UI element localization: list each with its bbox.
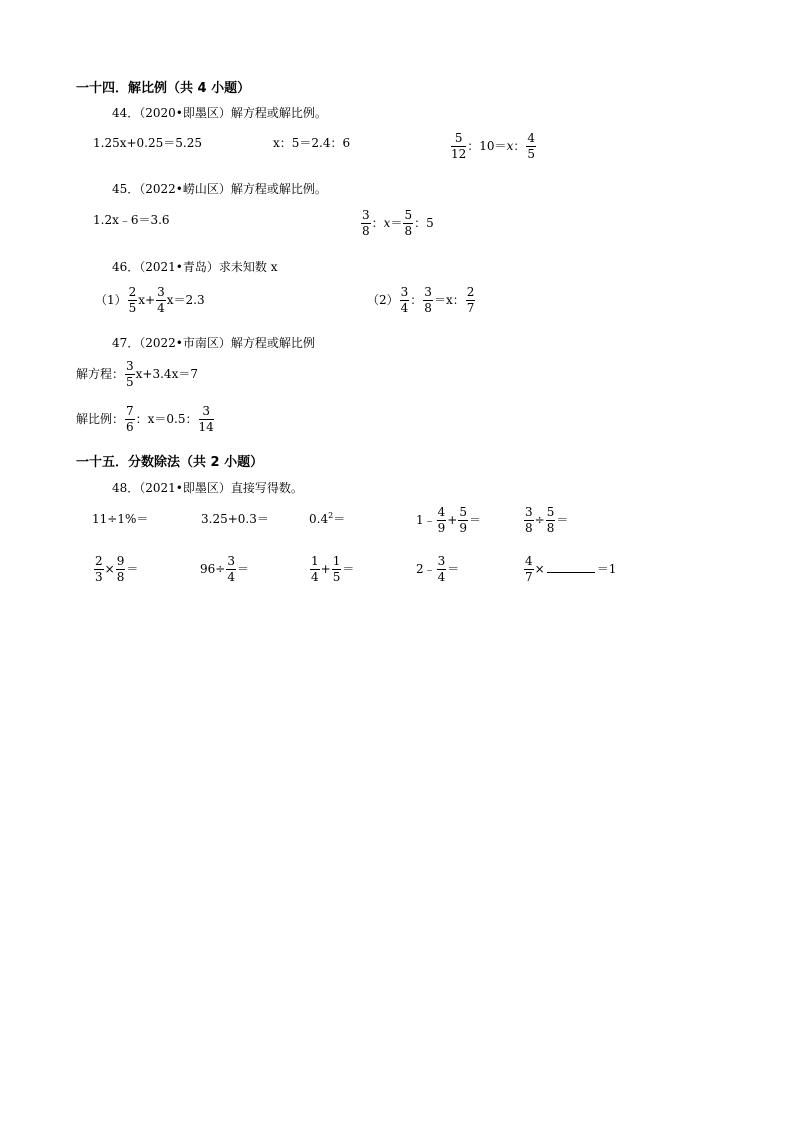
- fraction: $\frac{1}{4}$: [311, 554, 319, 584]
- fraction: $\frac{9}{8}$: [116, 554, 125, 584]
- question-46-header: 46．（2021•青岛）求未知数 x: [112, 260, 278, 274]
- fraction: $\frac{1}{5}$: [332, 554, 341, 584]
- q47-equation: 解方程： $\frac{3}{5}$ x+3.4x＝7: [76, 359, 198, 389]
- question-48-header: 48．（2021•即墨区）直接写得数。: [112, 481, 303, 495]
- fraction: $\frac{4}{7}$: [525, 554, 533, 584]
- q48-item-4: 1﹣ $\frac{4}{9}$ + $\frac{5}{9}$ ＝: [416, 505, 481, 535]
- q48-item-6: $\frac{2}{3}$ × $\frac{9}{8}$ ＝: [95, 554, 139, 584]
- q48-item-2: 3.25+0.3＝: [201, 512, 269, 526]
- fraction: $\frac{3}{8}$: [424, 285, 432, 315]
- fraction: $\frac{5}{12}$: [451, 131, 467, 161]
- section-title-14: 一十四．解比例（共 4 小题）: [76, 81, 251, 96]
- q48-item-5: $\frac{3}{8}$ ÷ $\frac{5}{8}$ ＝: [525, 505, 569, 535]
- fraction: $\frac{7}{6}$: [126, 404, 134, 434]
- fraction: $\frac{3}{4}$: [227, 554, 235, 584]
- fraction: $\frac{2}{5}$: [128, 285, 137, 315]
- q48-item-8: $\frac{1}{4}$ + $\frac{1}{5}$ ＝: [311, 554, 355, 584]
- q48-item-10: $\frac{4}{7}$ × ＝1: [525, 554, 617, 584]
- q44-equation-1: 1.25x+0.25＝5.25: [93, 136, 202, 150]
- q47-proportion: 解比例： $\frac{7}{6}$ ：x＝0.5： $\frac{3}{14}$: [76, 404, 214, 434]
- section-title-15: 一十五．分数除法（共 2 小题）: [76, 455, 264, 470]
- fraction: $\frac{5}{9}$: [459, 505, 467, 535]
- fraction: $\frac{2}{7}$: [466, 285, 475, 315]
- fraction: $\frac{3}{4}$: [157, 285, 165, 315]
- fraction: $\frac{3}{14}$: [198, 404, 214, 434]
- fraction: $\frac{4}{9}$: [437, 505, 446, 535]
- q48-item-9: 2﹣ $\frac{3}{4}$ ＝: [416, 554, 460, 584]
- question-45-header: 45．（2022•崂山区）解方程或解比例。: [112, 182, 327, 196]
- fraction: $\frac{3}{4}$: [400, 285, 409, 315]
- q44-equation-2: x：5＝2.4：6: [273, 136, 351, 150]
- fraction: $\frac{3}{8}$: [362, 208, 370, 238]
- q45-equation-2: $\frac{3}{8}$ ：x＝ $\frac{5}{8}$ ：5: [362, 208, 434, 238]
- fraction: $\frac{3}{5}$: [126, 359, 134, 389]
- fraction: $\frac{4}{5}$: [527, 131, 535, 161]
- fraction: $\frac{5}{8}$: [404, 208, 413, 238]
- q46-part-2: （2） $\frac{3}{4}$ ： $\frac{3}{8}$ ＝x： $\frac{2}{7}$: [367, 285, 475, 315]
- fraction: $\frac{2}{3}$: [95, 554, 103, 584]
- q45-equation-1: 1.2x﹣6＝3.6: [93, 213, 170, 227]
- q48-item-3: $0.4^2=$: [309, 511, 346, 526]
- question-47-header: 47．（2022•市南区）解方程或解比例: [112, 336, 315, 350]
- q48-item-1: 11÷1%＝: [92, 512, 149, 526]
- q44-equation-3: $\frac{5}{12}$ ：10＝x： $\frac{4}{5}$: [451, 131, 535, 161]
- fraction: $\frac{5}{8}$: [546, 505, 555, 535]
- fraction: $\frac{3}{8}$: [525, 505, 533, 535]
- answer-blank[interactable]: [547, 572, 595, 573]
- fraction: $\frac{3}{4}$: [437, 554, 446, 584]
- q46-part-1: （1） $\frac{2}{5}$ x+ $\frac{3}{4}$ x＝2.3: [95, 285, 205, 315]
- question-44-header: 44．（2020•即墨区）解方程或解比例。: [112, 106, 327, 120]
- q48-item-7: 96÷ $\frac{3}{4}$ ＝: [200, 554, 249, 584]
